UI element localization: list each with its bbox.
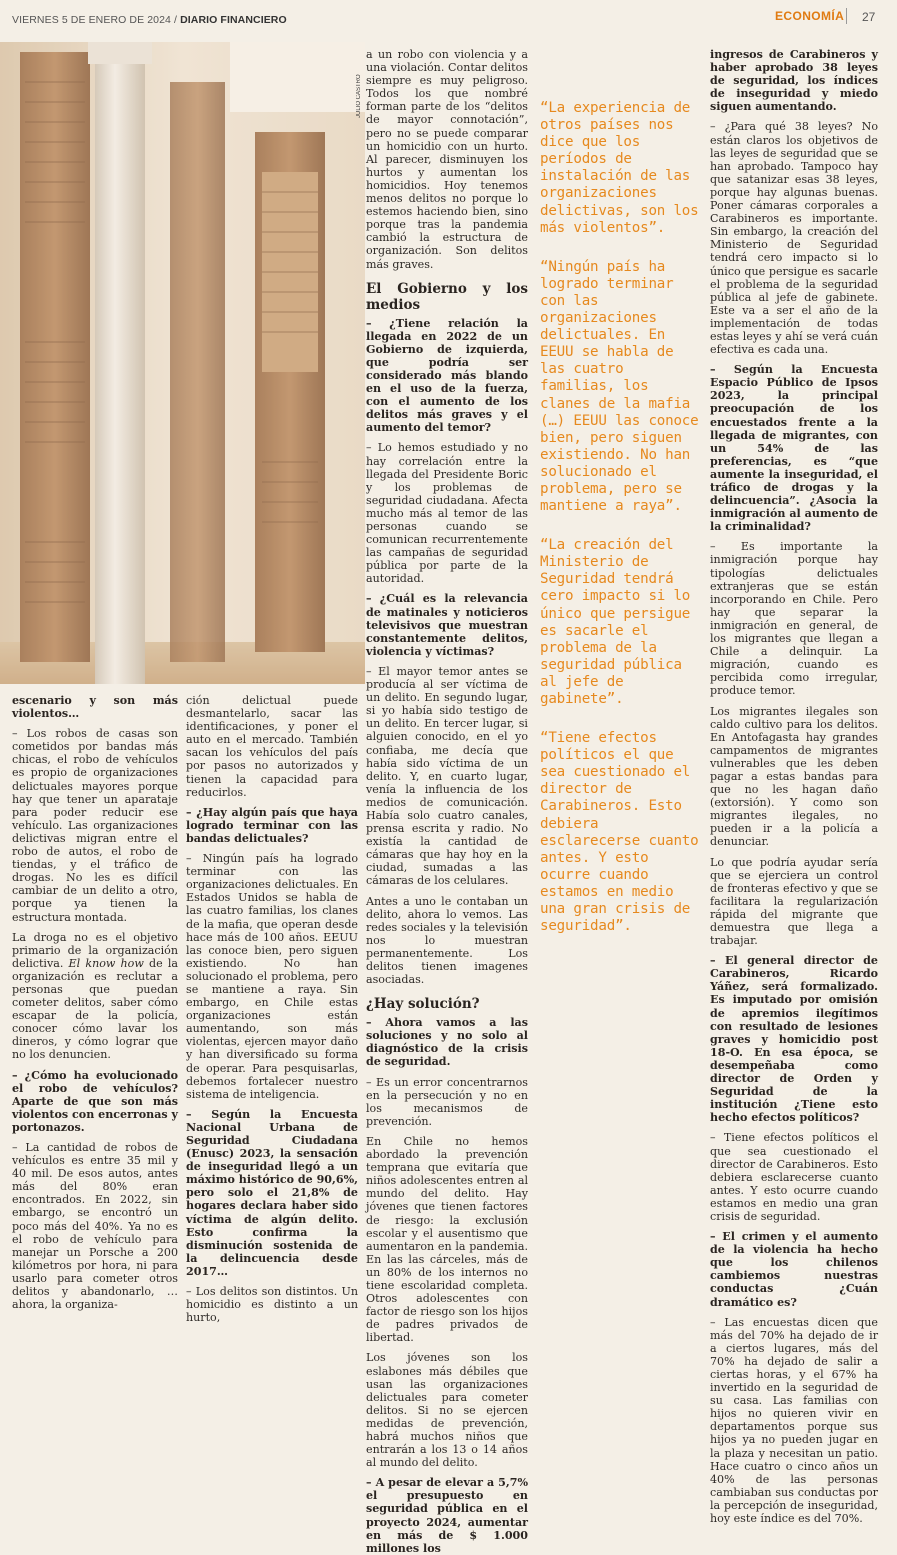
interview-question: – Según la Encuesta Espacio Público de Ipsos 2023, la principal preocupación de los encuestados frente a la llegada de migrantes, con un 54% de las preferencias, es “que aumente la inseguridad, el tráfico de drogas y la delincuencia”. ¿Asocia la inmigración al aumento de la criminalidad? [710, 363, 878, 534]
interview-question: – El crimen y el aumento de la violencia ha hecho que los chilenos cambiemos nuestras conductas ¿Cuán dramático es? [710, 1230, 878, 1309]
paragraph-text: de la organización es reclutar a personas que puedan cometer delitos, saber cómo escapar de la policía, conocer cómo lavar los dineros, y cómo lograr que no los denuncien. [12, 956, 178, 1062]
interview-question: – Según la Encuesta Nacional Urbana de Seguridad Ciudadana (Enusc) 2023, la sensación de inseguridad llegó a un máximo histórico de 90,6%, pero solo el 21,8% de hogares declara haber sido víctima de algún delito. Esto confirma la disminución sostenida de la delincuencia desde 2017… [186, 1107, 358, 1278]
interview-question: – ¿Hay algún país que haya logrado terminar con las bandas delictuales? [186, 805, 358, 845]
interview-answer: – Las encuestas dicen que más del 70% ha dejado de ir a ciertos lugares, más del 70% ha dejado de salir a ciertas horas, y el 67% ha invertido en la seguridad de su casa. Las familias con hijos no quieren vivir en departamentos porque sus hijos ya no pueden jugar en la plaza y necesitan un patio. Hace cuatro o cinco años un 40% de las personas cambiaban sus conductas por la percepción de inseguridad, hoy este índice es del 70%. [710, 1315, 878, 1526]
interview-answer: – El mayor temor antes se producía al ser víctima de un delito. En segundo lugar, si yo había sido testigo de un delito. En tercer lugar, si alguien conocido, en el yo confiaba, me decía que había sido víctima de un delito. Y, en cuarto lugar, venía la influencia de los medios de comunicación. Había solo cuatro canales, prensa escrita y radio. No existía la cantidad de cámaras que hay hoy en la ciudad, sumadas a las cámaras de los celulares. [366, 664, 528, 888]
interview-answer: – Es un error concentrarnos en la persecución y no en los mecanismos de prevención. [366, 1075, 528, 1128]
corridor-illustration [0, 42, 365, 684]
subheading: ¿Hay solución? [366, 996, 480, 1013]
pull-quote: “Ningún país ha logrado terminar con las organizaciones delictuales. En EEUU se habla de las cuatro familias, los clanes de la mafia (…) EEUU las conoce bien, pero siguen existiendo. No han solucionado el problema, pero se mantiene a raya”. [540, 258, 699, 515]
pull-quotes [540, 100, 700, 957]
interview-answer: – Tiene efectos políticos el que sea cuestionado el director de Carabineros. Esto debiera esclarecerse cuanto antes. Y esto ocurre cuando estamos en medio una gran crisis de seguridad. [710, 1131, 878, 1223]
paragraph-text: La droga no es el objetivo primario de la organización delictiva. [12, 930, 178, 970]
interview-answer: – ¿Para qué 38 leyes? No están claros los objetivos de las leyes de seguridad que se han aprobado. Tampoco hay que satanizar esas 38 leyes, porque hay algunas buenas. Poner cámaras corporales a Carabineros es importante. Sin embargo, la creación del Ministerio de Seguridad tendrá cero impacto si lo único que persigue es sacarle el problema de la seguridad pública al jefe de gabinete. Este va a ser el año de la implementación de todas estas leyes y ahí se verá cuán efectiva es cada una. [710, 120, 878, 357]
paragraph: Los migrantes ilegales son caldo cultivo para los delitos. En Antofagasta hay grandes campamentos de migrantes vulnerables que les deben pagar a estas bandas para que no les hagan daño (extorsión). Y como son migrantes ilegales, no pueden ir a la policía a denunciar. [710, 704, 878, 849]
interview-answer: – La cantidad de robos de vehículos es entre 35 mil y 40 mil. De esos autos, antes más del 80% eran encontrados. En 2022, sin embargo, se encontró un poco más del 40%. Ya no es el robo de vehículo para manejar un Porsche a 200 kilómetros por hora, ni para usarlo para cometer otros delitos y abandonarlo, … ahora, la organiza- [12, 1141, 178, 1312]
photo-credit: JULIO CASTRO [356, 74, 362, 118]
interview-question: – El general director de Carabineros, Ricardo Yáñez, será formalizado. Es imputado por omisión de apremios ilegítimos con resultado de lesiones graves y homicidio post 18-O. En esa época, se desempeñaba como director de Orden y Seguridad de la institución ¿Tiene esto hecho efectos políticos? [710, 954, 878, 1125]
article-column-5 [710, 48, 878, 1525]
interview-question: – ¿Cómo ha evolucionado el robo de vehículos? Aparte de que son más violentos con encerronas y portonazos. [12, 1068, 178, 1134]
interview-answer: – Ningún país ha logrado terminar con las organizaciones delictuales. En Estados Unidos se habla de las cuatro familias, los clanes de la mafia, que operan desde hace más de 100 años. EEUU las conoce bien, pero siguen existiendo. No han solucionado el problema, pero se mantiene a raya. Sin embargo, en Chile estas organizaciones están aumentando, son más violentas, ejercen mayor daño y han diversificado su forma de operar. Para pesquisarlas, debemos fortalecer nuestro sistema de inteligencia. [186, 852, 358, 1101]
interview-answer: – Lo hemos estudiado y no hay correlación entre la llegada del Presidente Boric y los problemas de seguridad ciudadana. Afecta mucho más al temor de las personas cuando se comunican recurrentemente las campañas de seguridad pública por parte de la autoridad. [366, 441, 528, 586]
paragraph [12, 931, 178, 1062]
paragraph: Los jóvenes son los eslabones más débiles que usan las organizaciones delictuales para cometer delitos. Si no se ejercen medidas de prevención, habrá muchos niños que entrarán a los 13 o 14 años al mundo del delito. [366, 1351, 528, 1470]
header-divider [846, 8, 847, 24]
interview-question: – ¿Cuál es la relevancia de matinales y noticieros televisivos que muestran constantemente delitos, violencia y víctimas? [366, 592, 528, 658]
article-column-3 [366, 48, 528, 1555]
article-column-2 [186, 694, 358, 1324]
subheading: El Gobierno y los medios [366, 280, 528, 313]
dateline [12, 14, 287, 26]
section-label: ECONOMÍA [775, 9, 845, 23]
article-photo [0, 42, 365, 684]
interview-answer: – Los delitos son distintos. Un homicidio es distinto a un hurto, [186, 1285, 358, 1325]
pull-quote: “Tiene efectos políticos el que sea cuestionado el director de Carabineros. Esto debiera esclarecerse cuanto antes. Y esto ocurre cuando estamos en medio una gran crisis de seguridad”. [540, 730, 699, 935]
interview-answer: – Es importante la inmigración porque hay tipologías delictuales extranjeras que se están incorporando en Chile. Pero hay que separar la inmigración en general, de los migrantes que llegan a Chile a delinquir. La migración, cuando es percibida como irregular, produce temor. [710, 540, 878, 698]
interview-question: – ¿Tiene relación la llegada en 2022 de un Gobierno de izquierda, que podría ser considerado más blando en el uso de la fuerza, con el aumento de los delitos más graves y el aumento del temor? [366, 316, 528, 435]
interview-question: – A pesar de elevar a 5,7% el presupuesto en seguridad pública en el proyecto 2024, aumentar en más de $ 1.000 millones los [366, 1476, 528, 1555]
interview-question: ingresos de Carabineros y haber aprobado 38 leyes de seguridad, los índices de inseguridad y miedo siguen aumentando. [710, 48, 878, 114]
pull-quote: “La experiencia de otros países nos dice que los períodos de instalación de las organizaciones delictivas, son los más violentos”. [540, 100, 699, 236]
page-header [0, 0, 897, 42]
interview-answer: a un robo con violencia y a una violación. Contar delitos siempre es muy peligroso. Todos los que nombré forman parte de los “delitos de mayor connotación”, pero no se puede comparar un homicidio con un hurto. Al parecer, disminuyen los hurtos y aumentan los homicidios. Hoy tenemos menos delitos no porque lo estemos haciendo bien, sino porque tras la pandemia cambió la estructura de organización. Son delitos más graves. [366, 48, 528, 271]
interview-answer: ción delictual puede desmantelarlo, sacar las identificaciones, y poner el auto en el mercado. También sacan los vehículos del país por pasos no autorizados y tienen la capacidad para reducirlos. [186, 694, 358, 799]
interview-question: escenario y son más violentos… [12, 694, 178, 721]
paragraph: Antes a uno le contaban un delito, ahora lo vemos. Las redes sociales y la televisión nos lo muestran permanentemente. Los delitos tienen imagenes asociadas. [366, 894, 528, 987]
italic-phrase: El know how [68, 956, 144, 970]
page-number: 27 [862, 10, 876, 24]
newspaper-name: DIARIO FINANCIERO [180, 14, 287, 26]
paragraph: Lo que podría ayudar sería que se ejerciera un control de fronteras efectivo y que se facilitara la regularización rápida del migrante que demuestra que llega a trabajar. [710, 855, 878, 948]
paragraph: En Chile no hemos abordado la prevención temprana que evitaría que niños adolescentes entren al mundo del delito. Hay jóvenes que tienen factores de riesgo: la exclusión escolar y el ausentismo que aumentaron en la pandemia. En las las cárceles, más de un 80% de los internos no tiene escolaridad completa. Otros adolescentes con factor de riesgo son los hijos de padres privados de libertad. [366, 1134, 528, 1345]
interview-answer: – Los robos de casas son cometidos por bandas más chicas, el robo de vehículos es propio de organizaciones delictuales mayores porque hay que tener un aparataje para poder reducir ese vehículo. Las organizaciones delictivas migran entre el robo de autos, el robo de tiendas, y el tráfico de drogas. No les es difícil cambiar de un delito a otro, porque ya tienen la estructura montada. [12, 727, 178, 924]
issue-date: VIERNES 5 DE ENERO DE 2024 / [12, 14, 178, 26]
interview-question: – Ahora vamos a las soluciones y no solo al diagnóstico de la crisis de seguridad. [366, 1016, 528, 1069]
article-column-1 [12, 694, 178, 1311]
pull-quote: “La creación del Ministerio de Seguridad tendrá cero impacto si lo único que persigue es sacarle el problema de la seguridad pública al jefe de gabinete”. [540, 537, 691, 707]
